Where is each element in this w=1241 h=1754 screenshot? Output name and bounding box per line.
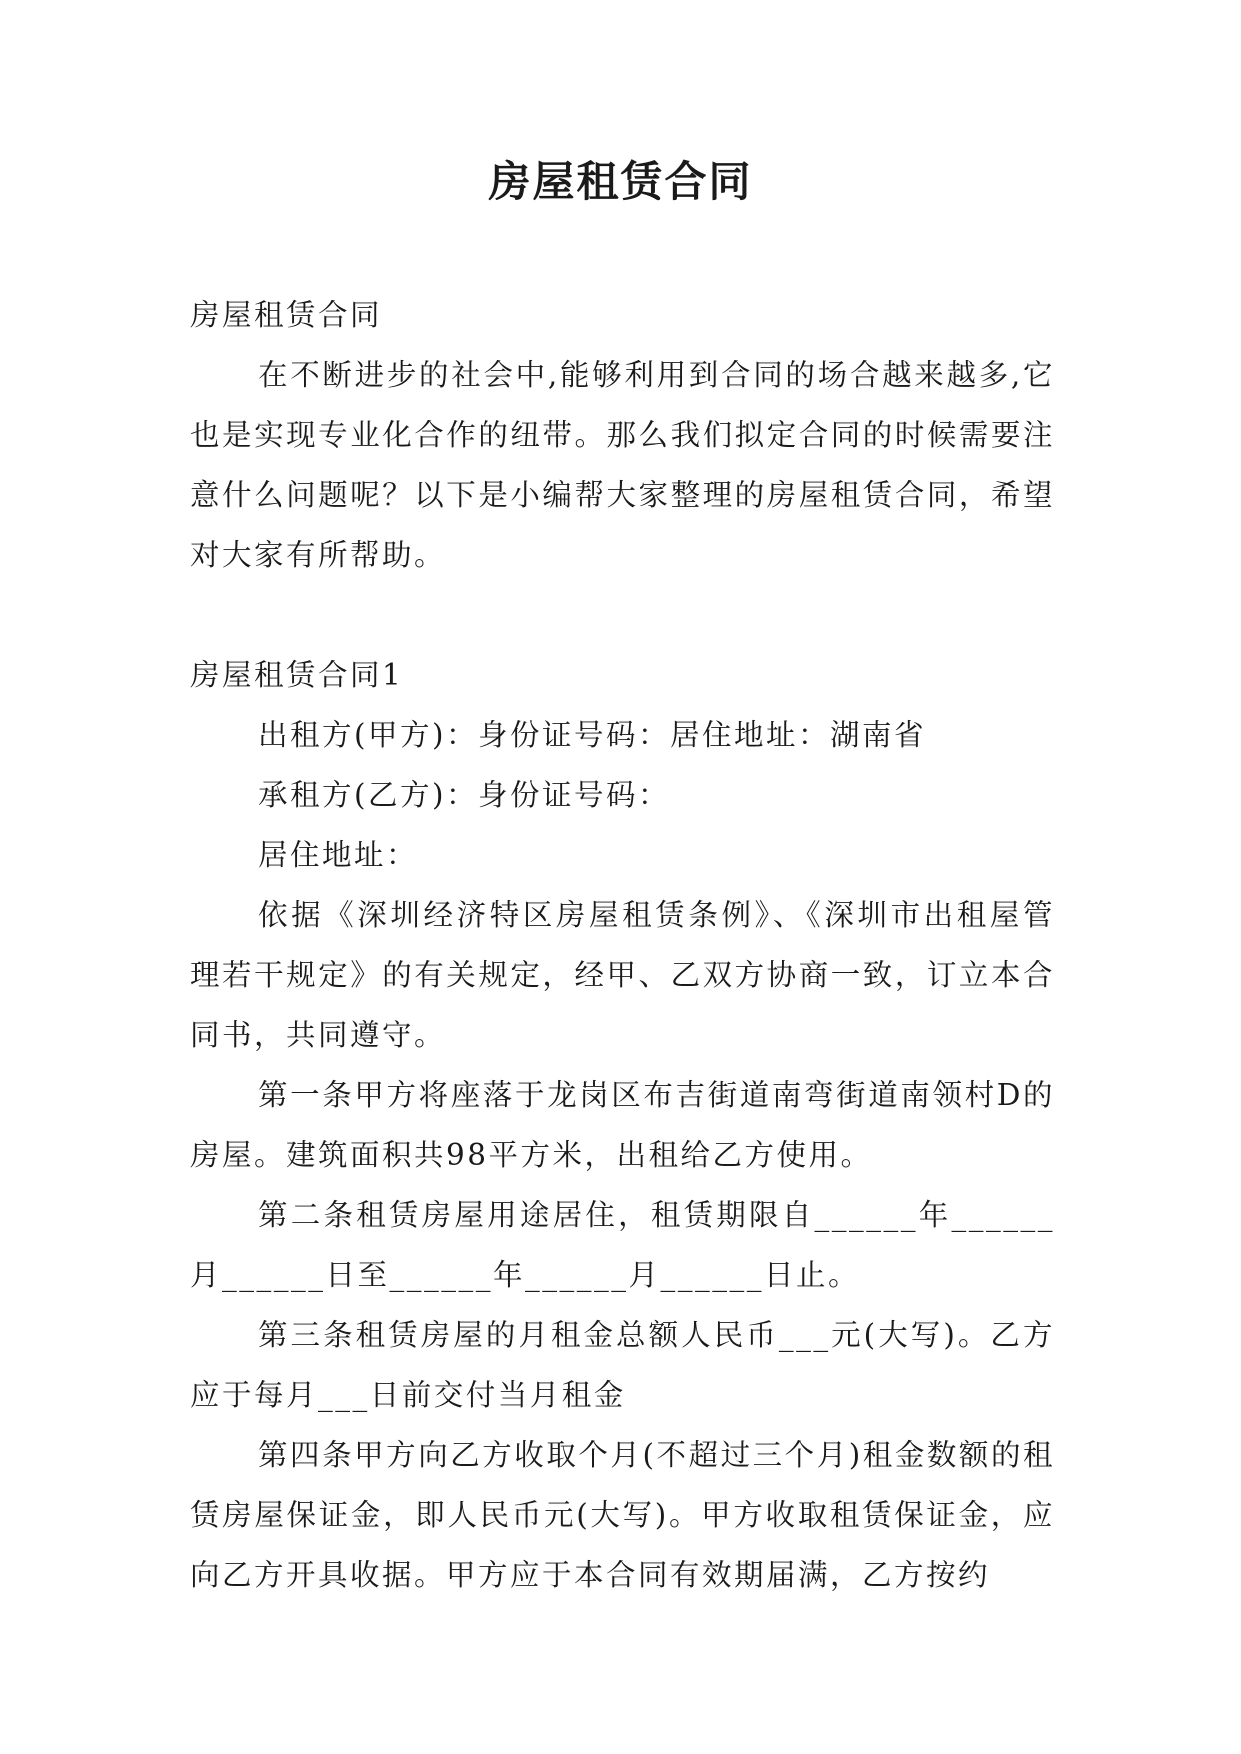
paragraph-spacer — [190, 585, 1055, 645]
clause-2: 第二条租赁房屋用途居住，租赁期限自______年______月______日至______年______月______日止。 — [190, 1198, 1055, 1292]
contract-heading: 房屋租赁合同1 — [190, 658, 404, 692]
document-title: 房屋租赁合同 — [488, 157, 753, 206]
legal-basis-paragraph: 依据《深圳经济特区房屋租赁条例》、《深圳市出租屋管理若干规定》的有关规定，经甲、乙双方协商一致，订立本合同书，共同遵守。 — [190, 898, 1055, 1052]
lessee-address-line: 居住地址： — [258, 838, 419, 872]
lessee-line: 承租方(乙方)：身份证号码： — [258, 778, 671, 812]
intro-paragraph: 在不断进步的社会中,能够利用到合同的场合越来越多,它也是实现专业化合作的纽带。那么我们拟定合同的时候需要注意什么问题呢？以下是小编帮大家整理的房屋租赁合同，希望对大家有所帮助。 — [190, 358, 1055, 572]
section-heading: 房屋租赁合同 — [190, 298, 383, 332]
document-body — [190, 285, 1055, 1605]
clause-3: 第三条租赁房屋的月租金总额人民币___元(大写)。乙方应于每月___日前交付当月租金 — [190, 1318, 1055, 1412]
lessor-line: 出租方(甲方)：身份证号码：居住地址：湖南省 — [258, 718, 927, 752]
clause-1: 第一条甲方将座落于龙岗区布吉街道南弯街道南领村D的房屋。建筑面积共98平方米，出租给乙方使用。 — [190, 1078, 1055, 1172]
clause-4: 第四条甲方向乙方收取个月(不超过三个月)租金数额的租赁房屋保证金，即人民币元(大写)。甲方收取租赁保证金，应向乙方开具收据。甲方应于本合同有效期届满，乙方按约 — [190, 1438, 1055, 1592]
